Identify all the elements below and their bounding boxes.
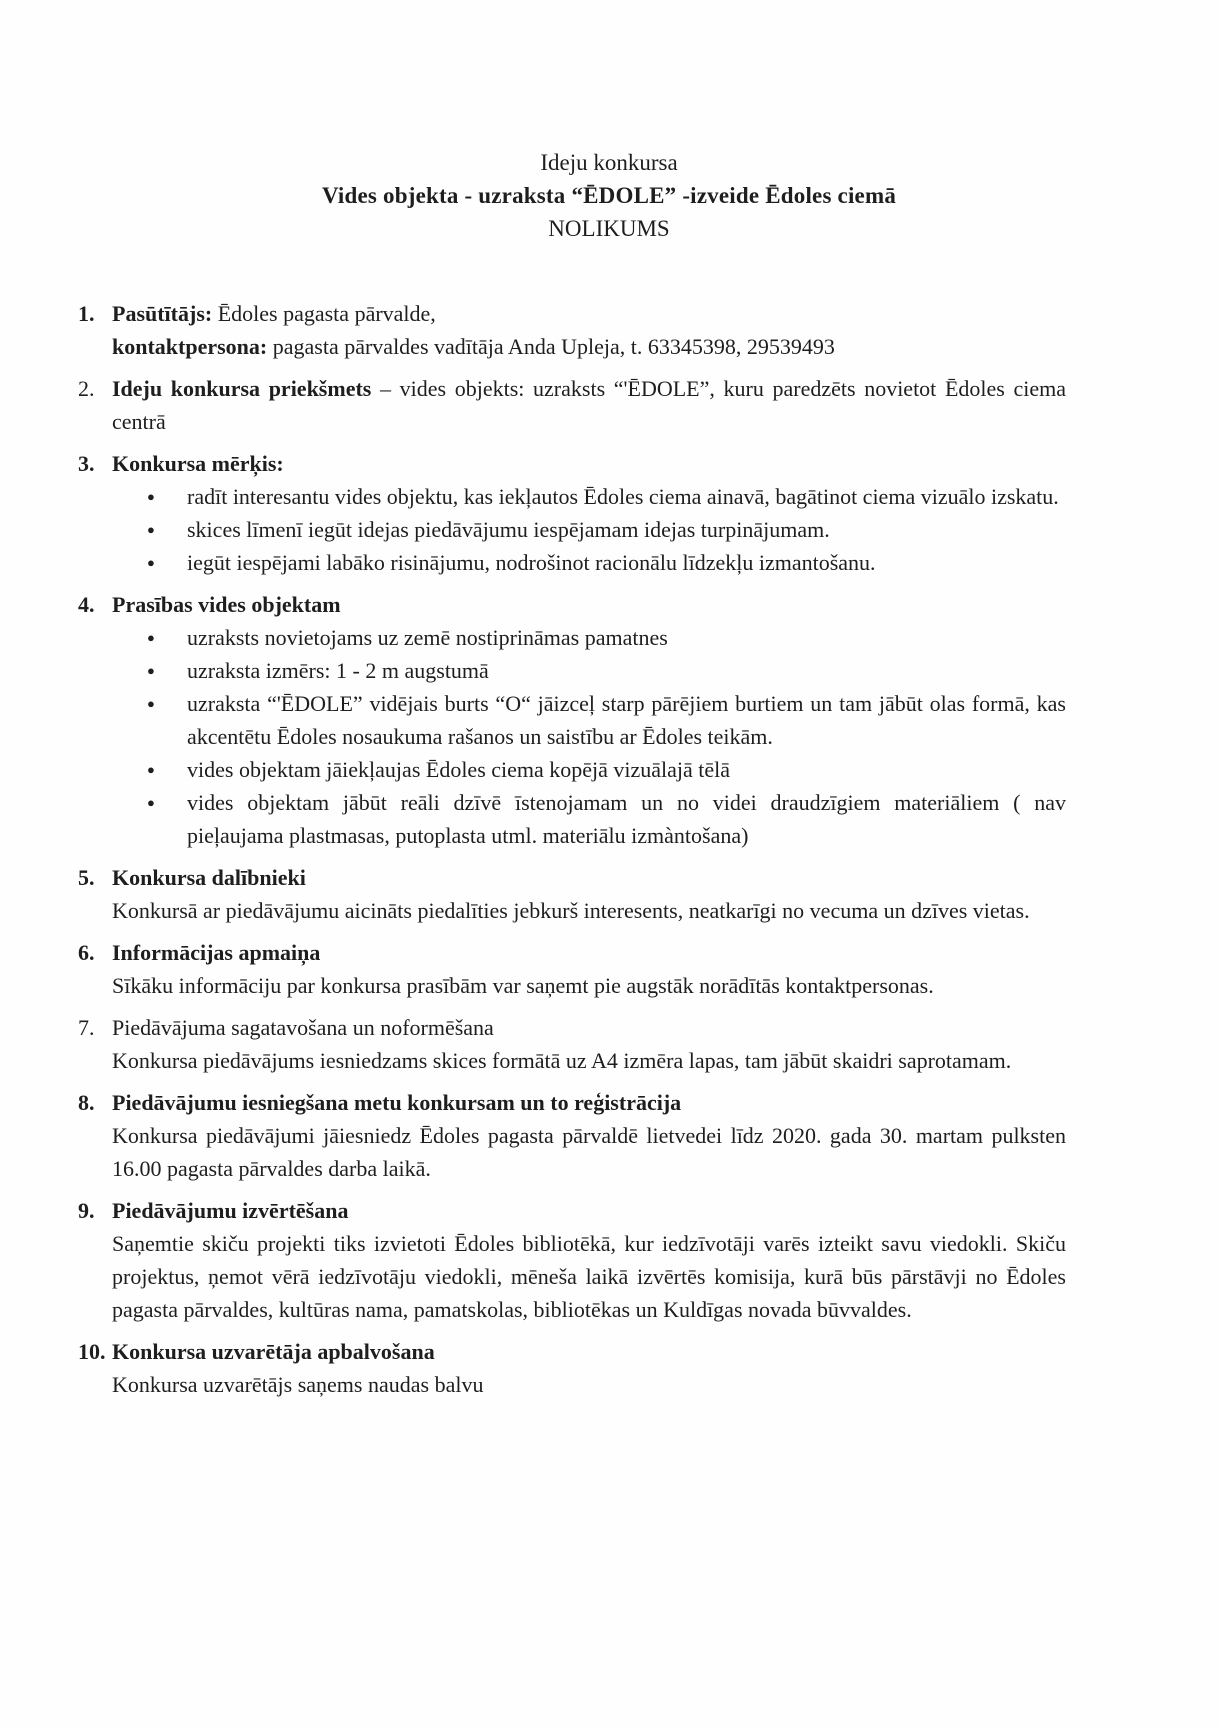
bullet-dot-icon: ● <box>147 795 155 810</box>
bullet-item <box>112 654 1066 687</box>
item-number: 7. <box>78 1015 95 1040</box>
list-item <box>78 936 1066 1002</box>
bullet-dot-icon: ● <box>147 630 155 645</box>
item-heading-text: Informācijas apmaiņa <box>112 940 321 965</box>
list-item <box>78 297 1066 363</box>
item-line <box>112 861 1066 894</box>
document-title: Vides objekta - uzraksta “ĒDOLE” -izveide Ēdoles ciemā <box>321 183 897 208</box>
item-text: Ēdoles pagasta pārvalde, <box>212 301 436 326</box>
item-text: – vides objekts: uzraksts “'ĒDOLE”, kuru paredzēts novietot Ēdoles ciema centrā <box>112 376 1066 434</box>
item-paragraph: Saņemtie skiču projekti tiks izvietoti Ēdoles bibliotēkā, kur iedzīvotāji varēs izteikt savu viedokli. Skiču projektus, ņemot vērā iedzīvotāju viedokli, mēneša laikā izvērtēs komisija, kurā būs pārstāvji no Ēdoles pagasta pārvaldes, kultūras nama, pamatskolas, bibliotēkas un Kuldīgas novada būvvaldes. <box>112 1231 1066 1322</box>
item-text: Piedāvājuma sagatavošana un noformēšana <box>112 1015 494 1040</box>
item-line <box>112 1194 1066 1227</box>
item-content <box>112 297 1066 363</box>
bullet-text: uzraksta “'ĒDOLE” vidējais burts “O“ jāizceļ starp pārējiem burtiem un tam jābūt olas formā, kas akcentētu Ēdoles nosaukuma rašanos un saistību ar Ēdoles teikām. <box>187 691 1066 749</box>
item-heading-text: Prasības vides objektam <box>112 592 341 617</box>
document-subtitle: Ideju konkursa <box>540 150 678 175</box>
list-item <box>78 1086 1066 1185</box>
item-number: 4. <box>78 592 95 617</box>
bullet-item <box>112 753 1066 786</box>
item-content <box>112 1194 1066 1326</box>
item-line <box>112 588 1066 621</box>
item-content <box>112 588 1066 852</box>
item-number: 10. <box>78 1339 106 1364</box>
bullet-dot-icon: ● <box>147 762 155 777</box>
item-number: 9. <box>78 1198 95 1223</box>
item-line <box>112 1011 1066 1044</box>
item-heading-text: Ideju konkursa priekšmets <box>112 376 372 401</box>
item-number: 1. <box>78 301 95 326</box>
list-item <box>78 372 1066 438</box>
bullet-dot-icon: ● <box>147 522 155 537</box>
item-heading-text: Piedāvājumu iesniegšana metu konkursam un to reģistrācija <box>112 1090 682 1115</box>
item-paragraph: Konkursa piedāvājums iesniedzams skices formātā uz A4 izmēra lapas, tam jābūt skaidri saprotamam. <box>112 1048 1012 1073</box>
bullet-item <box>112 786 1066 852</box>
item-line <box>112 297 1066 330</box>
document-body <box>78 297 1066 1401</box>
item-content <box>112 1335 1066 1401</box>
document-title-block <box>0 0 1218 245</box>
item-heading-text: kontaktpersona: <box>112 334 268 359</box>
list-item <box>78 588 1066 852</box>
item-content <box>112 936 1066 1002</box>
item-line <box>112 447 1066 480</box>
item-heading-text: Piedāvājumu izvērtēšana <box>112 1198 349 1223</box>
item-content <box>112 861 1066 927</box>
bullet-dot-icon: ● <box>147 696 155 711</box>
item-number: 6. <box>78 940 95 965</box>
item-line <box>112 936 1066 969</box>
item-heading-text: Konkursa dalībnieki <box>112 865 306 890</box>
bullet-text: skices līmenī iegūt idejas piedāvājumu iespējamam idejas turpinājumam. <box>187 517 830 542</box>
item-line <box>112 1335 1066 1368</box>
item-number: 8. <box>78 1090 95 1115</box>
bullet-item <box>112 687 1066 753</box>
bullet-text: uzraksts novietojams uz zemē nostiprināmas pamatnes <box>187 625 668 650</box>
list-item <box>78 1194 1066 1326</box>
item-line <box>112 330 1066 363</box>
document-type-label: NOLIKUMS <box>548 216 670 241</box>
item-line <box>112 1086 1066 1119</box>
item-heading-text: Pasūtītājs: <box>112 301 213 326</box>
item-number: 3. <box>78 451 95 476</box>
bullet-item <box>112 621 1066 654</box>
item-content <box>112 447 1066 579</box>
bullet-dot-icon: ● <box>147 489 155 504</box>
bullet-dot-icon: ● <box>147 663 155 678</box>
item-number: 5. <box>78 865 95 890</box>
list-item <box>78 861 1066 927</box>
bullet-text: uzraksta izmērs: 1 - 2 m augstumā <box>187 658 489 683</box>
item-heading-text: Konkursa mērķis: <box>112 451 284 476</box>
bullet-text: vides objektam jābūt reāli dzīvē īstenojamam un no videi draudzīgiem materiāliem ( nav pieļaujama plastmasas, putoplasta utml. materiālu izmàntošana) <box>187 790 1066 848</box>
item-line <box>112 372 1066 438</box>
item-paragraph: Konkursa piedāvājumi jāiesniedz Ēdoles pagasta pārvaldē lietvedei līdz 2020. gada 30. martam pulksten 16.00 pagasta pārvaldes darba laikā. <box>112 1123 1066 1181</box>
bullet-text: radīt interesantu vides objektu, kas iekļautos Ēdoles ciema ainavā, bagātinot ciema vizuālo izskatu. <box>187 484 1059 509</box>
item-paragraph: Sīkāku informāciju par konkursa prasībām var saņemt pie augstāk norādītās kontaktpersonas. <box>112 973 934 998</box>
item-content <box>112 372 1066 438</box>
item-content <box>112 1011 1066 1077</box>
item-text: pagasta pārvaldes vadītāja Anda Upleja, t. 63345398, 29539493 <box>267 334 835 359</box>
bullet-text: vides objektam jāiekļaujas Ēdoles ciema kopējā vizuālajā tēlā <box>187 757 731 782</box>
bullet-dot-icon: ● <box>147 555 155 570</box>
item-paragraph: Konkursā ar piedāvājumu aicināts piedalīties jebkurš interesents, neatkarīgi no vecuma un dzīves vietas. <box>112 898 1030 923</box>
list-item <box>78 447 1066 579</box>
item-heading-text: Konkursa uzvarētāja apbalvošana <box>112 1339 435 1364</box>
bullet-item <box>112 546 1066 579</box>
item-content <box>112 1086 1066 1185</box>
item-paragraph: Konkursa uzvarētājs saņems naudas balvu <box>112 1372 484 1397</box>
item-number: 2. <box>78 376 95 401</box>
bullet-item <box>112 480 1066 513</box>
bullet-item <box>112 513 1066 546</box>
list-item <box>78 1011 1066 1077</box>
list-item <box>78 1335 1066 1401</box>
bullet-text: iegūt iespējami labāko risinājumu, nodrošinot racionālu līdzekļu izmantošanu. <box>187 550 876 575</box>
